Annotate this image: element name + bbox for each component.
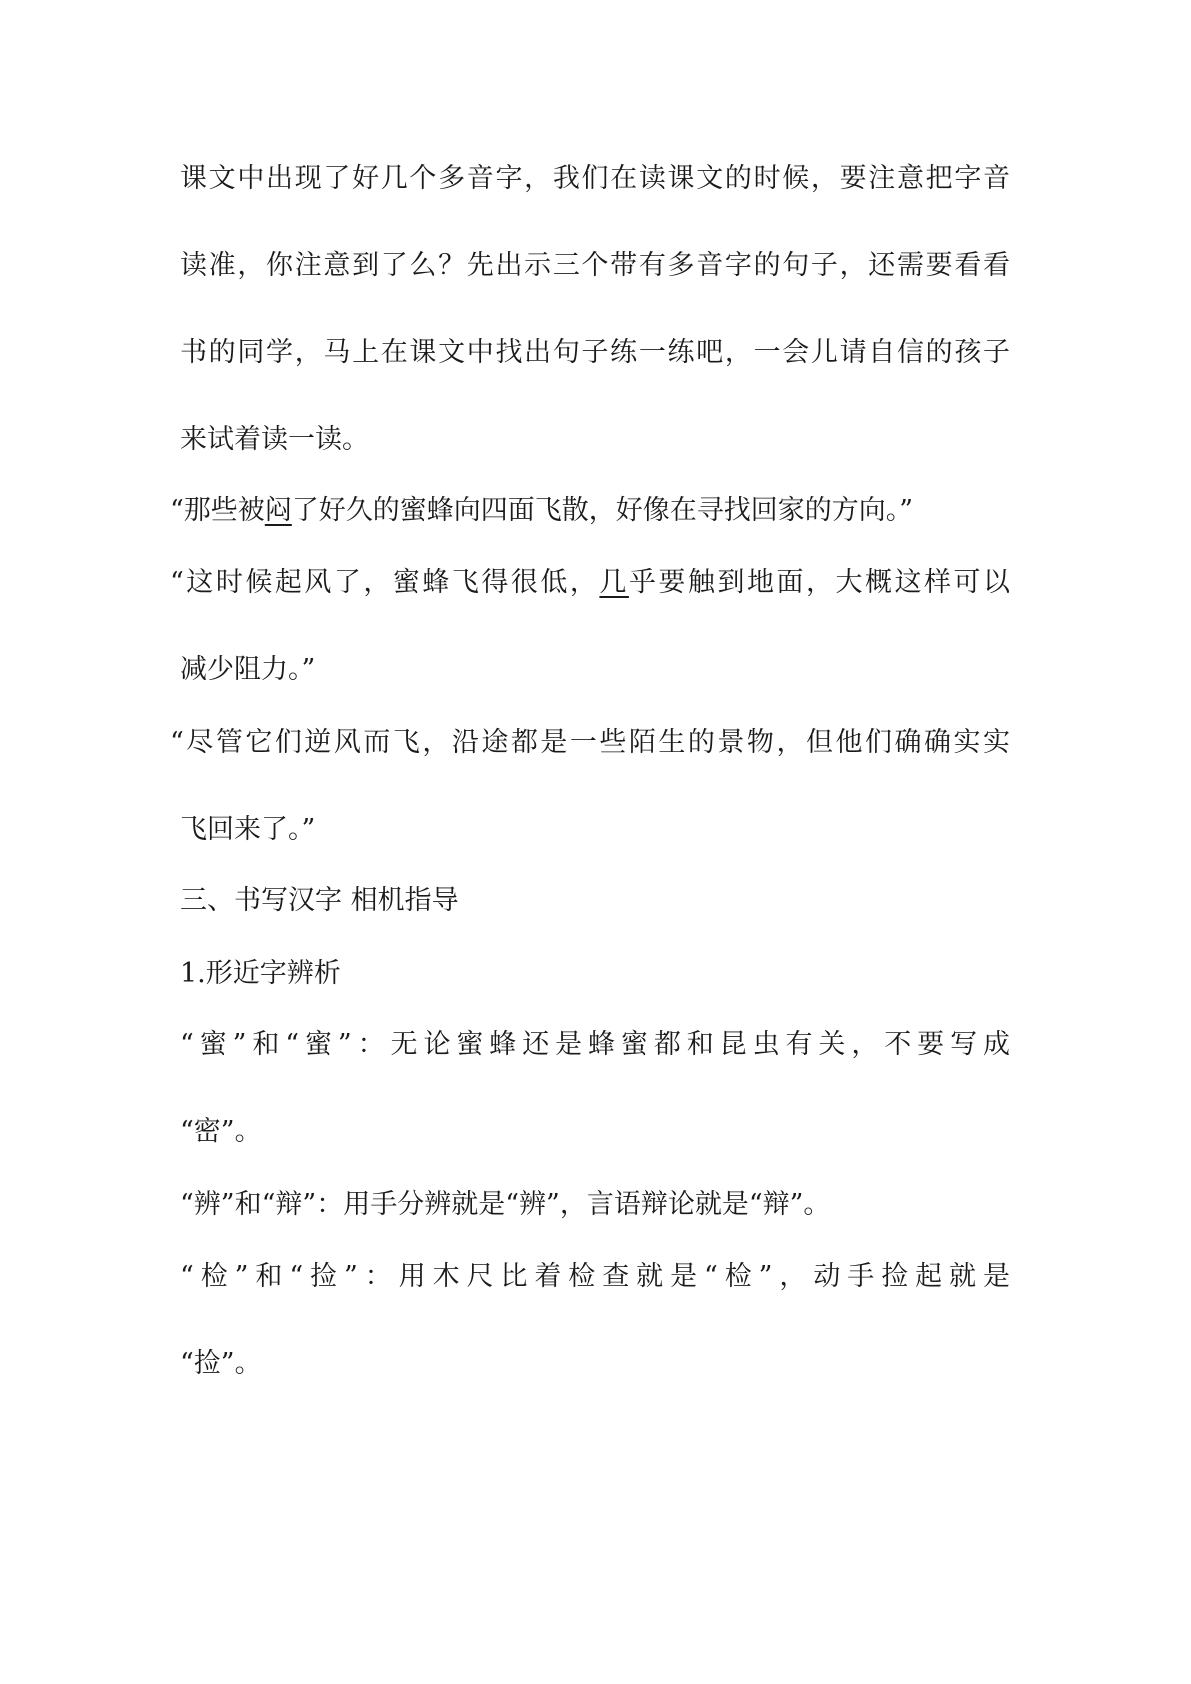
example-sentence-2-cont: 减少阻力。” [180, 654, 316, 685]
polyphonic-character: 几 [599, 567, 629, 598]
character-item-jian: “检”和“捡”：用木尺比着检查就是“检”，动手捡起就是 [180, 1261, 1010, 1292]
section-heading: 三、书写汉字 相机指导 [180, 885, 459, 916]
paragraph-line-1: 课文中出现了好几个多音字，我们在读课文的时候，要注意把字音 [180, 163, 1010, 194]
character-item-mi: “蜜”和“蜜”：无论蜜蜂还是蜂蜜都和昆虫有关，不要写成 [180, 1029, 1010, 1060]
sentence-text: 乎要触到地面，大概这样可以 [628, 567, 1010, 598]
sentence-text: “那些被 [170, 495, 265, 526]
paragraph-line-4: 来试着读一读。 [180, 424, 369, 455]
character-item-bian: “辨”和“辩”：用手分辨就是“辨”，言语辩论就是“辩”。 [180, 1189, 831, 1220]
example-sentence-3: “尽管它们逆风而飞，沿途都是一些陌生的景物，但他们确确实实 [170, 727, 1010, 758]
example-sentence-3-cont: 飞回来了。” [180, 814, 316, 845]
example-sentence-2 [170, 565, 1010, 601]
character-item-jian-cont: “捡”。 [180, 1348, 262, 1379]
example-sentence-1 [170, 493, 1010, 529]
sentence-text: “这时候起风了，蜜蜂飞得很低， [170, 567, 600, 598]
paragraph-line-3: 书的同学，马上在课文中找出句子练一练吧，一会儿请自信的孩子 [180, 337, 1010, 368]
paragraph-line-2: 读准，你注意到了么？先出示三个带有多音字的句子，还需要看看 [180, 250, 1010, 281]
subheading: 1.形近字辨析 [180, 958, 341, 989]
polyphonic-character: 闷 [264, 495, 292, 526]
sentence-text: 了好久的蜜蜂向四面飞散，好像在寻找回家的方向。” [291, 495, 914, 526]
character-item-mi-cont: “密”。 [180, 1116, 262, 1147]
